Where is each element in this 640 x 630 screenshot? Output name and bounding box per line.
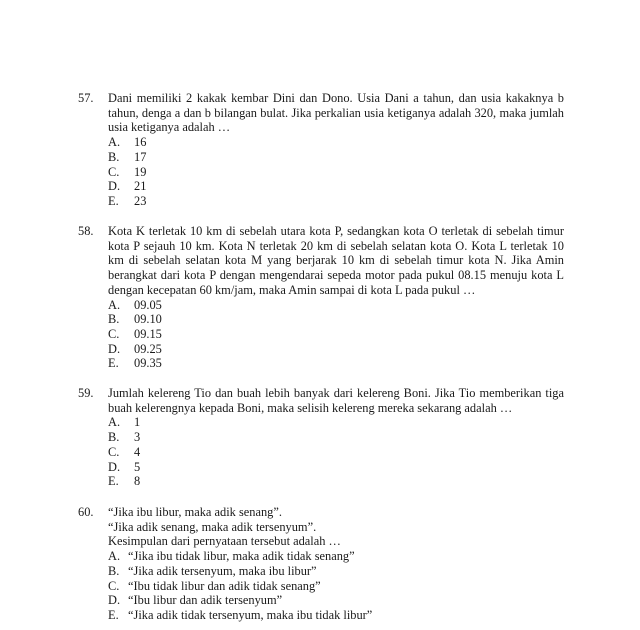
question-body — [108, 224, 564, 371]
question-59 — [78, 386, 564, 489]
option-text: 09.15 — [134, 326, 162, 341]
answer-option-c[interactable] — [108, 327, 564, 342]
answer-option-c[interactable] — [108, 579, 564, 594]
question-number: 57. — [78, 91, 94, 105]
option-text: 3 — [134, 430, 141, 445]
option-letter: C. — [108, 164, 120, 179]
option-text: 09.10 — [134, 312, 162, 327]
option-letter: E. — [108, 193, 119, 208]
question-number: 60. — [78, 505, 94, 519]
question-prompt: Kesimpulan dari pernyataan tersebut adalah … — [108, 534, 341, 549]
option-letter: A. — [108, 297, 121, 312]
answer-option-d[interactable] — [108, 593, 564, 608]
option-letter: A. — [108, 135, 121, 150]
option-text: 21 — [134, 179, 147, 194]
option-text: 8 — [134, 474, 141, 489]
premise-1: “Jika ibu libur, maka adik senang”. — [108, 505, 282, 519]
answer-option-b[interactable] — [108, 150, 564, 165]
answer-options — [108, 549, 564, 623]
option-text: 23 — [134, 193, 147, 208]
question-text: Jumlah kelereng Tio dan buah lebih banyak dari kelereng Boni. Jika Tio memberikan tiga buah kelerengnya kepada Boni, maka selisih kelereng mereka sekarang adalah … — [108, 386, 564, 415]
question-60 — [78, 505, 564, 623]
option-letter: D. — [108, 459, 121, 474]
answer-options — [108, 298, 564, 372]
answer-option-c[interactable] — [108, 165, 564, 180]
option-letter: D. — [108, 341, 121, 356]
answer-option-e[interactable] — [108, 356, 564, 371]
answer-option-b[interactable] — [108, 564, 564, 579]
answer-option-b[interactable] — [108, 312, 564, 327]
option-text: 5 — [134, 459, 141, 474]
option-letter: D. — [108, 593, 121, 608]
answer-options — [108, 135, 564, 209]
answer-options — [108, 415, 564, 489]
option-letter: B. — [108, 149, 120, 164]
option-letter: A. — [108, 415, 121, 430]
question-body — [108, 91, 564, 209]
option-letter: B. — [108, 430, 120, 445]
answer-option-a[interactable] — [108, 298, 564, 313]
question-number: 58. — [78, 224, 94, 238]
question-body — [108, 386, 564, 489]
question-text: Kota K terletak 10 km di sebelah utara kota P, sedangkan kota O terletak di sebelah timur kota P sejauh 10 km. Kota N terletak 20 km di sebelah selatan kota O. Kota L terletak 10 km di sebelah selatan kota M yang berjarak 10 km di sebelah timur kota N. Jika Amin berangkat dari kota P dengan mengendarai sepeda motor pada pukul 08.15 menuju kota L dengan kecepatan 60 km/jam, maka Amin sampai di kota L pada pukul … — [108, 224, 564, 297]
answer-option-a[interactable] — [108, 549, 564, 564]
option-letter: C. — [108, 578, 120, 593]
answer-option-a[interactable] — [108, 415, 564, 430]
option-text: 16 — [134, 135, 147, 150]
option-text: “Jika adik tidak tersenyum, maka ibu tidak libur” — [128, 607, 373, 622]
option-letter: B. — [108, 563, 120, 578]
option-text: 17 — [134, 149, 147, 164]
answer-option-c[interactable] — [108, 445, 564, 460]
answer-option-e[interactable] — [108, 194, 564, 209]
answer-option-e[interactable] — [108, 608, 564, 623]
answer-option-a[interactable] — [108, 135, 564, 150]
option-text: 1 — [134, 415, 141, 430]
question-number: 59. — [78, 386, 94, 400]
option-text: 09.05 — [134, 297, 162, 312]
option-letter: D. — [108, 179, 121, 194]
answer-option-d[interactable] — [108, 342, 564, 357]
question-text: Dani memiliki 2 kakak kembar Dini dan Dono. Usia Dani a tahun, dan usia kakaknya b tahun, denga a dan b bilangan bulat. Jika perkalian usia ketiganya adalah 320, maka jumlah usia ketiganya adalah … — [108, 91, 564, 135]
answer-option-e[interactable] — [108, 474, 564, 489]
option-text: “Ibu tidak libur dan adik tidak senang” — [128, 578, 321, 593]
premise-2: “Jika adik senang, maka adik tersenyum”. — [108, 519, 317, 534]
option-letter: E. — [108, 607, 119, 622]
answer-option-d[interactable] — [108, 179, 564, 194]
option-text: 4 — [134, 444, 141, 459]
question-57 — [78, 91, 564, 209]
answer-option-d[interactable] — [108, 460, 564, 475]
option-letter: B. — [108, 312, 120, 327]
option-text: 19 — [134, 164, 147, 179]
option-text: 09.25 — [134, 341, 162, 356]
option-letter: C. — [108, 326, 120, 341]
option-text: “Jika ibu tidak libur, maka adik tidak senang” — [128, 549, 355, 564]
option-letter: C. — [108, 444, 120, 459]
option-text: “Ibu libur dan adik tersenyum” — [128, 593, 283, 608]
option-text: 09.35 — [134, 356, 162, 371]
option-letter: A. — [108, 549, 121, 564]
question-58 — [78, 224, 564, 371]
option-text: “Jika adik tersenyum, maka ibu libur” — [128, 563, 317, 578]
answer-option-b[interactable] — [108, 430, 564, 445]
question-body — [108, 505, 564, 623]
option-letter: E. — [108, 474, 119, 489]
option-letter: E. — [108, 356, 119, 371]
